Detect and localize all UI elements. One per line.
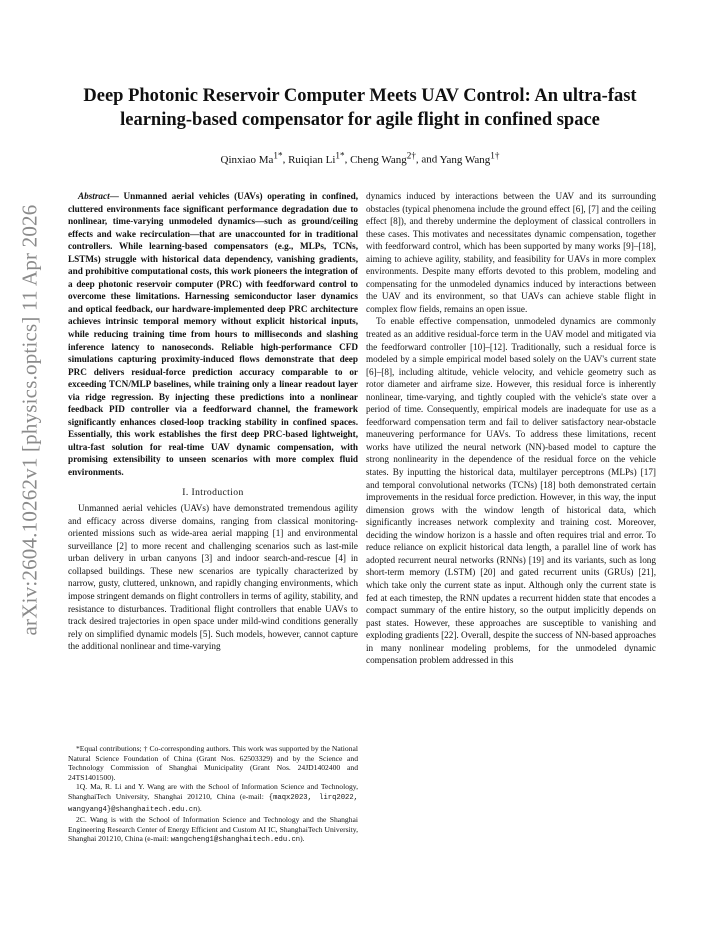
right-column	[366, 190, 656, 667]
footnote-affiliation-2-text: 2C. Wang is with the School of Information Science and Technology and the Shanghai Engineering Research Center of Energy Efficient and Custom AI IC, ShanghaiTech University, Shanghai 201210, China (e-mail:	[68, 815, 358, 844]
abstract-separator: —	[109, 191, 124, 201]
email-address-1[interactable]: {maqx2023, lirq2022, wangyang4}@shanghaitech.edu.cn	[68, 793, 358, 814]
intro-paragraph-1: Unmanned aerial vehicles (UAVs) have demonstrated tremendous agility and efficacy across diverse domains, ranging from classical monitoring-oriented missions such as wide-area aerial mapping [1] and environmental surveillance [2] to more recent and challenging scenarios such as last-mile urban delivery in urban canyons [3] and indoor search-and-rescue [4] in collapsed buildings. These new scenarios are typically characterized by narrow, gusty, cluttered, unknown, and rapidly changing environments, which impose stringent demands on flight controllers in terms of agility, stability, and resistance to disturbances. Traditional flight controllers that enable UAVs to track desired trajectories in open space under mild-wind conditions generally rely on simplified dynamic models [5]. Such models, however, cannot capture the additional nonlinear and time-varying	[68, 503, 358, 652]
abstract-label: Abstract	[78, 191, 110, 201]
footnote-affiliation-2	[68, 815, 358, 846]
arxiv-side-identifier	[10, 180, 50, 660]
author-1: Qinxiao $Ma^{1*}$	[220, 150, 283, 166]
author-3: Cheng Wang$^{2\dagger}$	[350, 150, 416, 166]
right-paragraph-1: dynamics induced by interactions between the UAV and its surrounding obstacles (typical phenomena include the ground effect [6], [7] and the ceiling effect [8]), and thereby undermine the deployment of classical controllers in these cases. This motivates and necessitates dynamic compensation, together with feedforward control, which has been supported by many works [9]–[18], aiming to achieve agility, stability, and feasibility for UAVs in more complex environments. Despite many efforts devoted to this problem, modeling and compensating for the unmodeled dynamics induced by interactions between the UAV and its environment, so that UAVs can achieve stable flight in complex flow fields, remains an open issue.	[366, 191, 656, 314]
left-column	[68, 190, 358, 653]
paper-title: Deep Photonic Reservoir Computer Meets UAV Control: An ultra-fast learning-based compensator for agile flight in confined space	[83, 86, 637, 130]
abstract	[68, 190, 358, 479]
footnote-close-1: ).	[197, 803, 202, 813]
author-4: Yang Wang$^{1\dagger}$	[439, 150, 500, 166]
abstract-text: Unmanned aerial vehicles (UAVs) operating in confined, cluttered environments face significant performance degradation due to nonlinear, time-varying unmodeled dynamics—such as ground/ceiling effects and wake recirculation—that are unaccounted for in traditional controllers. While learning-based compensators (e.g., MLPs, TCNs, LSTMs) struggle with historical data dependency, vanishing gradients, and prohibitive computational costs, this work pioneers the integration of a deep photonic reservoir computer (PRC) with feedforward control to overcome these limitations. Harnessing semiconductor laser dynamics and optical feedback, our hardware-implemented deep PRC architecture achieves intrinsic temporal memory without explicit historical inputs, while reducing training time from hours to milliseconds and slashing inference latency to nanoseconds. Reliable high-performance CFD simulations capturing proximity-induced flows demonstrate that deep PRC delivers residual-force prediction accuracy comparable to or exceeding TCN/MLP baselines, while training only a linear readout layer via ridge regression. By injecting these predictions into a nonlinear feedback PID controller via a feedforward channel, the framework significantly enhances closed-loop tracking stability in confined spaces. Essentially, this work establishes the first deep PRC-based lightweight, ultra-fast solution for real-time UAV dynamic compensation, with promising extensibility to unseen scenarios with more complex fluid environments.	[68, 191, 359, 478]
arxiv-identifier-text: arXiv:2604.10262v1 [physics.optics] 11 Apr 2026	[17, 204, 42, 636]
footnote-equal-contribution: *Equal contributions; † Co-corresponding authors. This work was supported by the National Natural Science Foundation of China (Grant Nos. 62503329) and by the Science and Technology Commission of Shanghai Municipality (Grant Nos. 24JD1402400 and 24TS1401500).	[68, 744, 358, 782]
footnotes	[68, 744, 358, 846]
section-heading-introduction: I. Introduction	[182, 486, 244, 498]
author-list: Qinxiao $Ma^{1*}$, Ruiqian $Li^{1*}$, Cheng Wang$^{2\dagger}$, and Yang Wang$^{1\dagger}$	[220, 150, 500, 166]
email-address-2[interactable]: wangcheng1@shanghaitech.edu.cn	[170, 836, 301, 845]
author-2: Ruiqian $Li^{1*}$	[288, 150, 345, 166]
footnote-affiliation-1	[68, 782, 358, 815]
right-paragraph-2: To enable effective compensation, unmodeled dynamics are commonly treated as an additive residual-force term in the UAV model and mitigated via the feedforward controller [10]–[12]. Traditionally, such a residual force is modeled by a simple empirical model based solely on the UAV's current state [6]–[8], including altitude, vehicle velocity, and vehicle geometry such as rotor diameter and airframe size. However, this residual force is inherently nonlinear, time-varying, and tightly coupled with the vehicle's state over a period of time. Consequently, empirical models are inadequate for use as a feedforward compensation term and fail to deliver satisfactory near-obstacle maneuvering performance for UAVs. To address these limitations, recent works have utilized the neural network (NN)-based model to capture the strong nonlinearity in the dependence of the residual force on the vehicle states. By inputting the historical data, multilayer perceptrons (MLPs) [17] and temporal convolutional networks (TCNs) [18] both demonstrated certain improvements in the residual force prediction. However, in this way, the input dimension grows with the window length of historical data, which significantly increases network complexity and training cost. Moreover, deciding the window horizon is a hassle and often requires trial and error. To reduce reliance on explicit historical data length, a parallel line of work has adopted recurrent neural networks (RNNs) [19] and its variants, such as long short-term memory (LSTM) [20] and gated recurrent units (GRUs) [21], which take only the current state as input. Although only the current state is fed at each timestep, the RNN updates a recurrent hidden state that encodes a compact summary of the entire history, so the output implicitly depends on past states. However, these approaches are susceptible to vanishing and exploding gradients [22]. Overall, despite the success of NN-based approaches in many nonlinear modeling problems, for the unmodeled dynamic compensation problem addressed in this	[366, 316, 656, 666]
footnote-close-2: ).	[300, 834, 305, 844]
footnote-affiliation-1-text: 1Q. Ma, R. Li and Y. Wang are with the School of Information Science and Technology, ShanghaiTech University, Shanghai 201210, China (e-mail:	[68, 782, 358, 801]
